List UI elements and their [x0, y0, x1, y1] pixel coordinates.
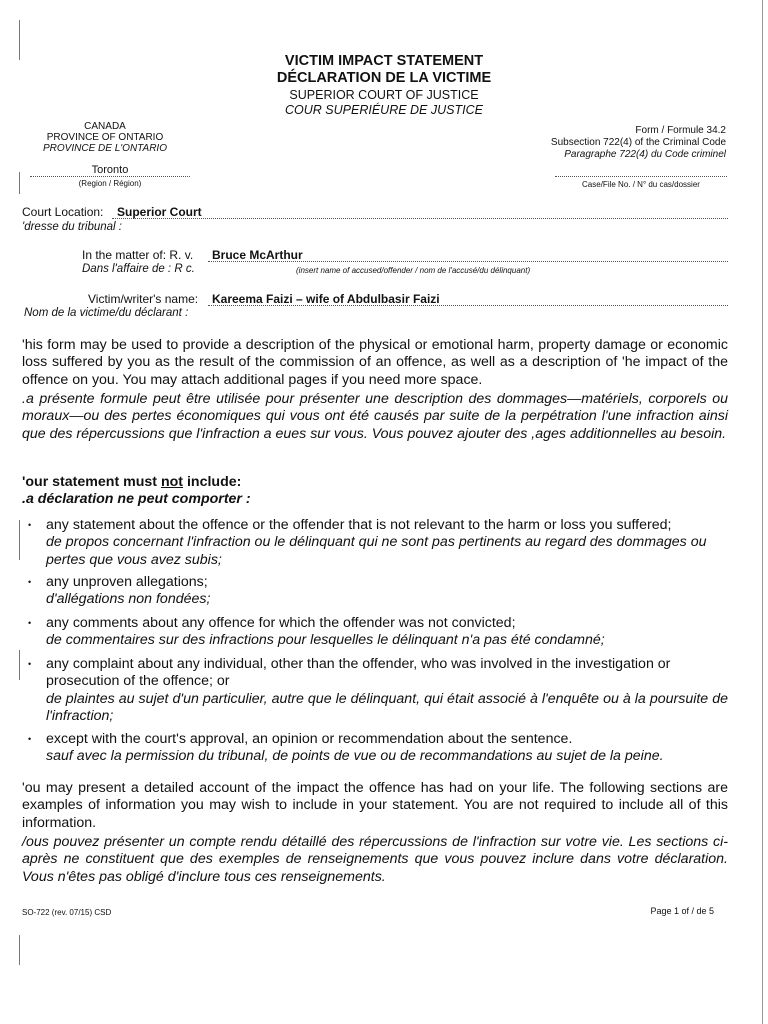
list-item-fr: de commentaires sur des infractions pour lesquelles le délinquant n'a pas été condamné; — [46, 632, 605, 649]
title-fr: DÉCLARATION DE LA VICTIME — [276, 70, 492, 86]
bullet-icon: • — [28, 734, 32, 744]
court-fr: COUR SUPERIÉURE DE JUSTICE — [285, 103, 483, 117]
list-item-en: any complaint about any individual, other than the offender, who was involved in the investigation or prosecution of the offence; or — [46, 656, 671, 690]
list-item-fr: d'allégations non fondées; — [46, 591, 211, 608]
list-item-en: any unproven allegations; — [46, 574, 208, 590]
form-number: Form / Formule 34.2 — [635, 125, 726, 136]
list-item-fr: de propos concernant l'infraction ou le délinquant qui ne sont pas pertinents au regard des dommages ou pertes que vous avez subis; — [46, 534, 707, 568]
matter-hint: (insert name of accused/offender / nom de l'accusé/du délinquant) — [296, 266, 531, 275]
paragraphe-ref: Paragraphe 722(4) du Code criminel — [564, 149, 726, 160]
list-item-fr: de plaintes au sujet d'un particulier, autre que le délinquant, qui était associé à l'enquête ou à la poursuite de l'infraction; — [46, 690, 728, 725]
victim-label-fr: Nom de la victime/du déclarant : — [24, 307, 189, 319]
court-en: SUPERIOR COURT OF JUSTICE — [289, 88, 479, 102]
list-item — [28, 615, 728, 650]
scan-mark — [19, 520, 20, 560]
bullet-icon: • — [28, 618, 32, 628]
scan-mark — [19, 172, 20, 194]
list-item-fr: sauf avec la permission du tribunal, de points de vue ou de recommandations au sujet de la peine. — [46, 748, 664, 765]
matter-value: Bruce McArthur — [212, 248, 303, 262]
closing-paragraph-en: 'ou may present a detailed account of the impact the offence has had on your life. The following sections are examples of information you may wish to include in your statement. You are not required to include all of this information. — [22, 780, 728, 831]
case-number-label: Case/File No. / N° du cas/dossier — [582, 180, 700, 189]
case-number-field — [555, 164, 727, 177]
matter-label-fr: Dans l'affaire de : R c. — [82, 263, 195, 275]
closing-paragraph-fr: /ous pouvez présenter un compte rendu détaillé des répercussions de l'infraction sur votre vie. Les sections ci-après ne constituent que des exemples de renseignements que vous pouvez inclure dans votre déclaration. Vous n'êtes pas obligé d'inclure tous ces renseignements. — [22, 834, 728, 885]
page-number: Page 1 of / de 5 — [650, 906, 714, 916]
canada-label: CANADA — [84, 121, 126, 132]
bullet-icon: • — [28, 659, 32, 669]
bullet-icon: • — [28, 577, 32, 587]
matter-field — [208, 246, 728, 262]
must-not-heading-not: not — [160, 474, 184, 490]
bullet-icon: • — [28, 520, 32, 530]
title-en: VICTIM IMPACT STATEMENT — [284, 53, 484, 69]
list-item-en: any comments about any offence for which the offender was not convicted; — [46, 615, 516, 631]
region-field — [30, 164, 190, 177]
province-fr: PROVINCE DE L'ONTARIO — [43, 143, 167, 154]
region-value: Toronto — [91, 164, 129, 176]
list-item-en: except with the court's approval, an opinion or recommendation about the sentence. — [46, 731, 573, 747]
court-location-label-fr: 'dresse du tribunal : — [22, 221, 123, 233]
victim-label: Victim/writer's name: — [88, 292, 199, 306]
matter-label: In the matter of: R. v. — [82, 248, 194, 262]
scan-mark — [19, 650, 20, 680]
region-label: (Region / Région) — [78, 179, 142, 188]
court-location-field — [112, 203, 728, 219]
scan-mark — [762, 0, 763, 1024]
list-item — [28, 574, 728, 609]
intro-paragraph-fr: .a présente formule peut être utilisée pour présenter une description des dommages—matériels, corporels ou moraux—ou des pertes économiques qui vous ont été causés par suite de la perpétration l'une infraction ainsi que des répercussions que l'infraction a eues sur vous. Vous pouvez ajouter des ,ages additionnelles au besoin. — [22, 391, 728, 442]
scan-mark — [19, 935, 20, 965]
list-item — [28, 656, 728, 726]
list-item — [28, 731, 728, 766]
court-location-value: Superior Court — [117, 205, 202, 219]
must-not-heading — [22, 474, 241, 490]
province-en: PROVINCE OF ONTARIO — [46, 132, 164, 143]
must-not-heading-post: include: — [183, 474, 242, 490]
form-code: SO-722 (rev. 07/15) CSD — [22, 908, 112, 917]
must-not-heading-fr: .a déclaration ne peut comporter : — [22, 491, 251, 507]
subsection-ref: Subsection 722(4) of the Criminal Code — [550, 137, 726, 148]
court-location-label: Court Location: — [22, 205, 104, 219]
victim-value: Kareema Faizi – wife of Abdulbasir Faizi — [212, 292, 440, 306]
must-not-heading-pre: 'our statement must — [22, 474, 161, 490]
list-item-en: any statement about the offence or the offender that is not relevant to the harm or loss you suffered; — [46, 517, 672, 533]
victim-field — [208, 290, 728, 306]
intro-paragraph-en: 'his form may be used to provide a description of the physical or emotional harm, property damage or economic loss suffered by you as the result of the commission of an offence, as well as a description of 'he impact of the offence on you. You may attach additional pages if you need more space. — [22, 337, 728, 388]
list-item — [28, 517, 728, 569]
